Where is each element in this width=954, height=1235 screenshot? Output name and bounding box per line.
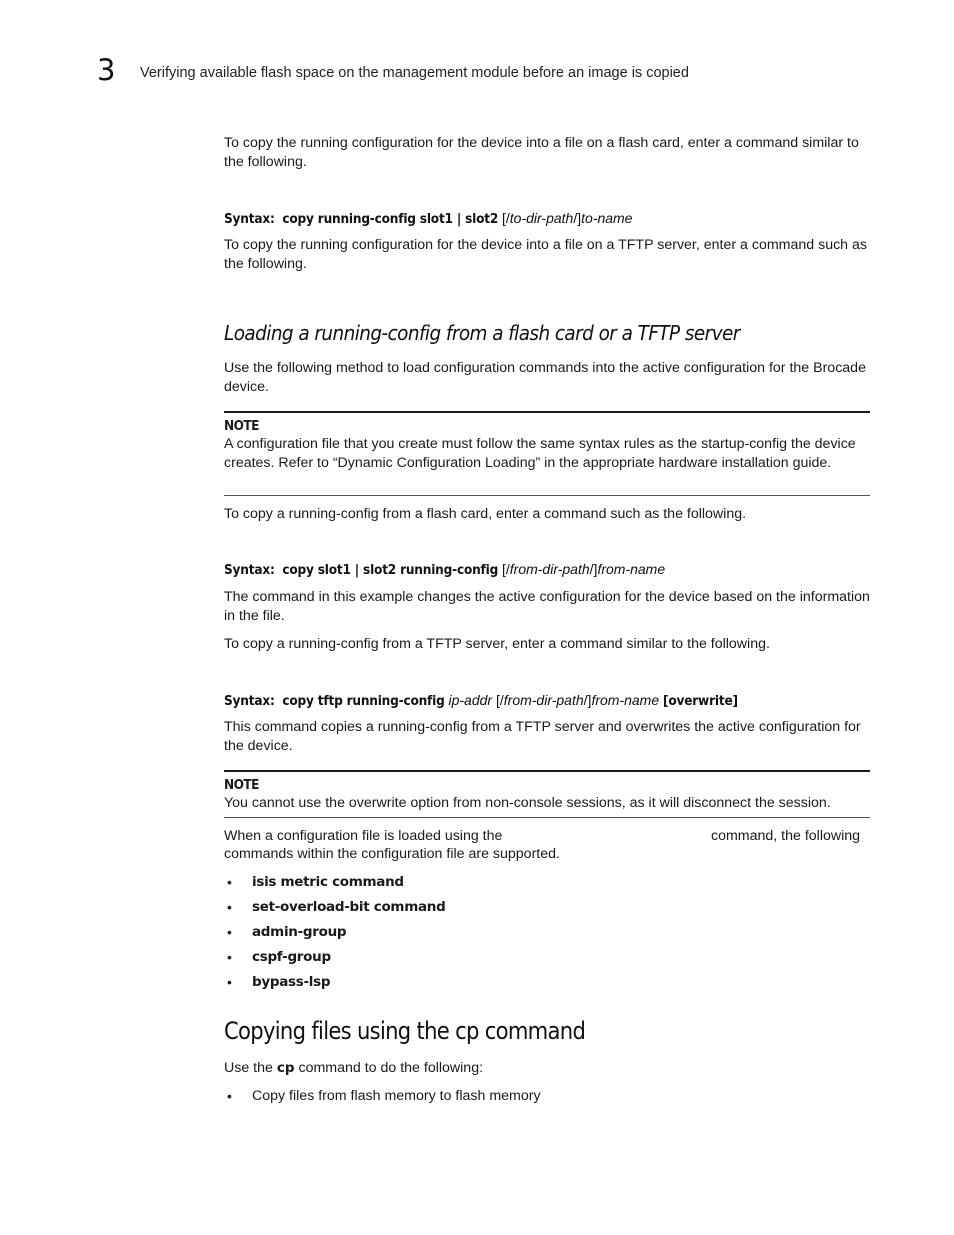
cp-uses-list (224, 1087, 541, 1112)
syntax-bracket-close: /] (589, 561, 598, 577)
paragraph-use-cp: Use the cp command to do the following: (224, 1060, 484, 1076)
syntax-arg-dir: to-dir-path (509, 210, 574, 226)
syntax-copy-slot-running-config (224, 560, 870, 580)
paragraph-copy-from-tftp: To copy a running-config from a TFTP server, enter a command similar to the following. (224, 636, 770, 652)
paragraph-copy-to-tftp: To copy the running configuration for the device into a file on a TFTP server, enter a command such as the following. (224, 237, 867, 272)
paragraph-copy-from-flash: To copy a running-config from a flash card, enter a command such as the following. (224, 506, 747, 522)
supported-commands-list (224, 873, 445, 998)
paragraph-command-changes-config: The command in this example changes the active configuration for the device based on the information in the file. (224, 589, 870, 624)
syntax-label: Syntax: (224, 693, 275, 709)
note-label: NOTE (224, 418, 259, 434)
syntax-copy-running-config-slot (224, 209, 870, 229)
syntax-copy-tftp-running-config (224, 691, 870, 711)
syntax-command: copy running-config slot1 | slot2 (282, 211, 499, 227)
chapter-number: 3 (97, 53, 116, 87)
syntax-bracket-open: [/ (501, 561, 510, 577)
syntax-label: Syntax: (224, 562, 275, 578)
syntax-arg-name: from-name (597, 561, 666, 577)
paragraph-loaded-end: command, the following (711, 828, 861, 844)
syntax-arg-dir: from-dir-path (503, 692, 584, 708)
list-item: • Copy files from flash memory to flash memory (227, 1088, 541, 1104)
note-text: A configuration file that you create must follow the same syntax rules as the startup-config the device creates. Refer to “Dynamic Configuration Loading” in the appropriate hardware installation guide. (224, 436, 856, 471)
syntax-arg-name: to-name (581, 210, 633, 226)
bullet-icon: • (227, 874, 232, 890)
list-item: • isis metric command (227, 874, 404, 890)
syntax-bracket-open: [/ (495, 692, 504, 708)
syntax-bracket-open: [/ (501, 210, 510, 226)
list-item: • bypass-lsp (227, 974, 331, 990)
syntax-label: Syntax: (224, 211, 275, 227)
note-box-syntax-rules (224, 411, 870, 496)
bullet-icon: • (227, 924, 232, 940)
section-heading-loading-running-config: Loading a running-config from a flash card or a TFTP server (224, 321, 740, 345)
cp-command: cp (276, 1060, 295, 1076)
bullet-icon: • (227, 949, 232, 965)
bullet-icon: • (227, 899, 232, 915)
syntax-command: copy slot1 | slot2 running-config (282, 562, 499, 578)
syntax-arg-ip: ip-addr (448, 692, 493, 708)
syntax-option-overwrite: [overwrite] (663, 693, 738, 709)
paragraph-load-method: Use the following method to load configuration commands into the active configuration for the Brocade device. (224, 360, 866, 395)
running-header: Verifying available flash space on the management module before an image is copied (140, 65, 689, 81)
bullet-icon: • (227, 1088, 232, 1104)
note-box-overwrite-option (224, 770, 870, 818)
bullet-icon: • (227, 974, 232, 990)
note-label: NOTE (224, 777, 259, 793)
syntax-command: copy tftp running-config (282, 693, 445, 709)
paragraph-copy-to-flash: To copy the running configuration for the device into a file on a flash card, enter a command similar to the following. (224, 135, 859, 170)
syntax-arg-dir: from-dir-path (509, 561, 590, 577)
paragraph-loaded-line2: commands within the configuration file are supported. (224, 846, 560, 862)
paragraph-tftp-overwrites: This command copies a running-config from a TFTP server and overwrites the active configuration for the device. (224, 719, 861, 754)
syntax-arg-name: from-name (591, 692, 660, 708)
syntax-bracket-close: /] (583, 692, 592, 708)
list-item: • cspf-group (227, 949, 331, 965)
list-item: • admin-group (227, 924, 347, 940)
section-heading-cp-command: Copying files using the cp command (224, 1017, 586, 1045)
paragraph-loaded-start: When a configuration file is loaded using the (224, 828, 503, 844)
syntax-bracket-close: /] (573, 210, 582, 226)
list-item: • set-overload-bit command (227, 899, 446, 915)
note-text: You cannot use the overwrite option from non-console sessions, as it will disconnect the session. (224, 795, 831, 811)
